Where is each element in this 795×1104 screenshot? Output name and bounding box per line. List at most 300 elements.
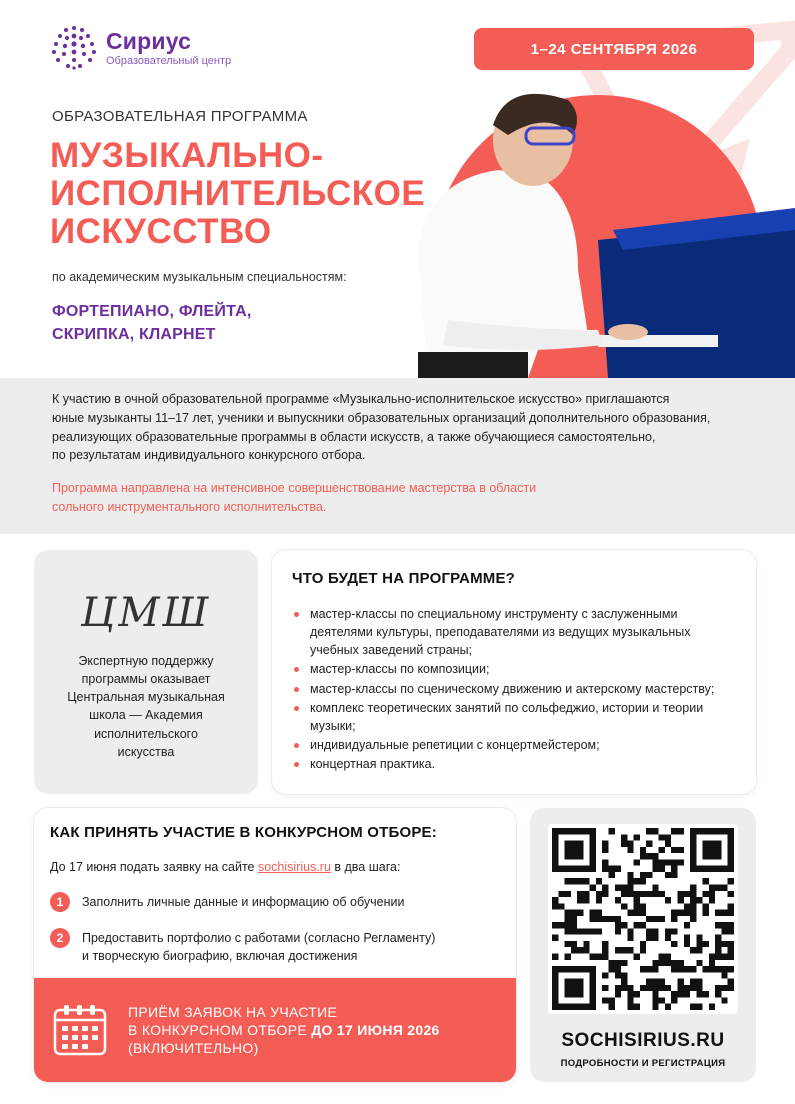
- step-text: [82, 892, 404, 911]
- qr-module: [571, 941, 577, 947]
- deadline-banner: [34, 978, 516, 1082]
- qr-module: [684, 935, 690, 941]
- qr-module: [646, 985, 652, 991]
- qr-module: [665, 897, 671, 903]
- qr-module: [565, 847, 571, 853]
- qr-module: [552, 897, 558, 903]
- qr-module: [678, 960, 684, 966]
- qr-module: [646, 979, 652, 985]
- qr-module: [721, 922, 727, 928]
- cmsh-line: Центральная музыкальная: [67, 690, 225, 705]
- intro-line: по результатам индивидуального конкурсного отбора.: [52, 448, 366, 463]
- qr-module: [627, 878, 633, 884]
- qr-module: [684, 941, 690, 947]
- qr-module: [652, 935, 658, 941]
- qr-module: [640, 922, 646, 928]
- qr-module: [709, 841, 715, 847]
- cmsh-line: Экспертную поддержку: [78, 654, 214, 668]
- qr-module: [596, 910, 602, 916]
- qr-module: [627, 891, 633, 897]
- deadline-date: ДО 17 ИЮНЯ 2026: [311, 1021, 440, 1038]
- qr-module: [608, 866, 614, 872]
- qr-module: [715, 910, 721, 916]
- intro-section: [0, 378, 795, 534]
- qr-module: [646, 872, 652, 878]
- qr-module: [627, 928, 633, 934]
- qr-module: [715, 954, 721, 960]
- qr-module: [640, 872, 646, 878]
- qr-module: [690, 841, 696, 847]
- qr-module: [577, 878, 583, 884]
- qr-module: [690, 910, 696, 916]
- qr-module: [728, 878, 734, 884]
- list-item: комплекс теоретических занятий по сольфеджио, истории и теории музыки;: [292, 699, 736, 735]
- qr-module: [696, 935, 702, 941]
- qr-module: [565, 828, 571, 834]
- qr-module: [558, 866, 564, 872]
- qr-module: [602, 985, 608, 991]
- qr-module: [627, 847, 633, 853]
- qr-module: [558, 922, 564, 928]
- qr-module: [571, 853, 577, 859]
- qr-module: [634, 903, 640, 909]
- qr-module: [621, 972, 627, 978]
- brand-subtitle: Образовательный центр: [106, 54, 232, 67]
- qr-module: [728, 979, 734, 985]
- qr-module: [659, 954, 665, 960]
- qr-module: [728, 941, 734, 947]
- qr-module: [565, 979, 571, 985]
- participation-card: [34, 808, 516, 1082]
- qr-module: [671, 847, 677, 853]
- qr-module: [552, 903, 558, 909]
- qr-module: [696, 897, 702, 903]
- intro-line: юные музыканты 11–17 лет, ученики и выпускники образовательных организаций дополнительного образования,: [52, 410, 711, 425]
- qr-module: [728, 853, 734, 859]
- qr-module: [728, 847, 734, 853]
- qr-module: [715, 884, 721, 890]
- qr-module: [709, 847, 715, 853]
- qr-module: [671, 966, 677, 972]
- sirius-dots-icon: [50, 24, 98, 72]
- qr-module: [627, 985, 633, 991]
- qr-module: [696, 1004, 702, 1010]
- qr-module: [602, 972, 608, 978]
- qr-module: [577, 866, 583, 872]
- qr-module: [577, 841, 583, 847]
- qr-module: [634, 954, 640, 960]
- qr-module: [571, 847, 577, 853]
- qr-module: [571, 1004, 577, 1010]
- qr-module: [690, 891, 696, 897]
- qr-module: [602, 916, 608, 922]
- list-item: концертная практика.: [292, 755, 736, 773]
- qr-module: [640, 903, 646, 909]
- qr-module: [715, 966, 721, 972]
- qr-module: [608, 1004, 614, 1010]
- qr-module: [571, 947, 577, 953]
- qr-module: [552, 972, 558, 978]
- cmsh-line: школа — Академия: [89, 708, 203, 723]
- qr-module: [596, 954, 602, 960]
- intro-before: До 17 июня подать заявку на сайте: [50, 860, 258, 874]
- intro-accent-text: [52, 479, 755, 517]
- list-item: мастер-классы по специальному инструменту с заслуженными деятелями культуры, преподавателями из ведущих музыкальных учебных заведений страны;: [292, 605, 736, 659]
- qr-module: [583, 891, 589, 897]
- qr-module: [721, 997, 727, 1003]
- qr-module: [602, 941, 608, 947]
- qr-module: [615, 966, 621, 972]
- qr-module: [659, 834, 665, 840]
- participation-heading: КАК ПРИНЯТЬ УЧАСТИЕ В КОНКУРСНОМ ОТБОРЕ:: [50, 824, 437, 841]
- qr-module: [690, 866, 696, 872]
- qr-module: [627, 991, 633, 997]
- qr-module: [608, 960, 614, 966]
- qr-module: [671, 910, 677, 916]
- qr-module: [652, 960, 658, 966]
- qr-module: [709, 1004, 715, 1010]
- qr-module: [590, 859, 596, 865]
- qr-module: [634, 1004, 640, 1010]
- qr-module: [577, 966, 583, 972]
- qr-module: [596, 878, 602, 884]
- participation-intro: [50, 860, 400, 874]
- qr-module: [721, 884, 727, 890]
- qr-module: [552, 979, 558, 985]
- qr-module: [621, 985, 627, 991]
- qr-module: [640, 985, 646, 991]
- qr-module: [690, 1004, 696, 1010]
- qr-module: [684, 922, 690, 928]
- qr-module: [552, 985, 558, 991]
- qr-module: [615, 884, 621, 890]
- qr-module: [715, 866, 721, 872]
- intro-line: реализующих образовательные программы в области искусств, а также обучающиеся самостоятельно,: [52, 429, 656, 444]
- qr-module: [652, 866, 658, 872]
- qr-module: [728, 859, 734, 865]
- qr-module: [678, 897, 684, 903]
- qr-card: [530, 808, 756, 1082]
- qr-module: [565, 922, 571, 928]
- qr-module: [696, 941, 702, 947]
- qr-module: [690, 916, 696, 922]
- qr-module: [571, 841, 577, 847]
- qr-site[interactable]: SOCHISIRIUS.RU: [561, 1030, 725, 1051]
- qr-module: [565, 1004, 571, 1010]
- qr-module: [640, 847, 646, 853]
- qr-module: [703, 891, 709, 897]
- qr-module: [615, 866, 621, 872]
- qr-module: [577, 897, 583, 903]
- qr-module: [659, 985, 665, 991]
- qr-module: [690, 979, 696, 985]
- qr-module: [627, 872, 633, 878]
- qr-module: [652, 997, 658, 1003]
- qr-module: [690, 884, 696, 890]
- qr-module: [571, 878, 577, 884]
- cmsh-line: исполнительского: [94, 726, 198, 741]
- qr-module: [678, 910, 684, 916]
- qr-module: [715, 841, 721, 847]
- qr-module: [558, 828, 564, 834]
- qr-module: [571, 985, 577, 991]
- qr-module: [577, 979, 583, 985]
- qr-module: [558, 1004, 564, 1010]
- qr-module: [684, 910, 690, 916]
- qr-module: [640, 853, 646, 859]
- qr-module: [709, 954, 715, 960]
- qr-module: [646, 891, 652, 897]
- date-badge: 1–24 СЕНТЯБРЯ 2026: [474, 28, 754, 70]
- qr-module: [652, 916, 658, 922]
- qr-module: [728, 966, 734, 972]
- qr-module: [621, 891, 627, 897]
- qr-module: [646, 853, 652, 859]
- qr-module: [565, 866, 571, 872]
- qr-module: [590, 884, 596, 890]
- qr-module: [627, 841, 633, 847]
- qr-module: [558, 903, 564, 909]
- qr-module: [577, 910, 583, 916]
- qr-module: [671, 872, 677, 878]
- qr-module: [715, 828, 721, 834]
- instruments-line: СКРИПКА, КЛАРНЕТ: [52, 326, 216, 344]
- qr-module: [627, 997, 633, 1003]
- qr-module: [583, 947, 589, 953]
- qr-module: [652, 991, 658, 997]
- qr-module: [652, 966, 658, 972]
- qr-module: [602, 954, 608, 960]
- qr-module: [721, 866, 727, 872]
- qr-module: [608, 966, 614, 972]
- qr-module: [608, 916, 614, 922]
- qr-module: [590, 841, 596, 847]
- qr-module: [703, 878, 709, 884]
- brand-name: Сириус: [106, 28, 192, 55]
- qr-module: [703, 866, 709, 872]
- qr-module: [671, 916, 677, 922]
- qr-module: [728, 947, 734, 953]
- qr-module: [665, 859, 671, 865]
- qr-module: [678, 991, 684, 997]
- step-line: Предоставить портфолио с работами (согласно Регламенту): [82, 931, 436, 945]
- qr-module: [690, 985, 696, 991]
- qr-module: [615, 960, 621, 966]
- intro-line: К участию в очной образовательной программе «Музыкально-исполнительское искусство» приглашаются: [52, 392, 670, 406]
- qr-module: [665, 872, 671, 878]
- qr-module: [590, 991, 596, 997]
- qr-module: [615, 985, 621, 991]
- qr-module: [565, 841, 571, 847]
- qr-module: [728, 834, 734, 840]
- qr-module: [715, 935, 721, 941]
- qr-module: [703, 910, 709, 916]
- qr-module: [627, 910, 633, 916]
- qr-module: [678, 859, 684, 865]
- qr-module: [583, 828, 589, 834]
- qr-module: [571, 928, 577, 934]
- qr-module: [646, 935, 652, 941]
- qr-module: [665, 928, 671, 934]
- qr-module: [640, 878, 646, 884]
- qr-module: [590, 910, 596, 916]
- qr-module: [696, 985, 702, 991]
- qr-code-icon: [552, 828, 734, 1010]
- qr-module: [552, 866, 558, 872]
- banner-line: (ВКЛЮЧИТЕЛЬНО): [128, 1040, 259, 1057]
- qr-module: [690, 847, 696, 853]
- qr-module: [596, 897, 602, 903]
- qr-module: [721, 985, 727, 991]
- qr-module: [665, 935, 671, 941]
- qr-module: [615, 916, 621, 922]
- qr-module: [602, 859, 608, 865]
- qr-module: [590, 916, 596, 922]
- qr-module: [728, 891, 734, 897]
- qr-module: [665, 985, 671, 991]
- qr-module: [583, 928, 589, 934]
- qr-module: [715, 922, 721, 928]
- qr-module: [703, 903, 709, 909]
- qr-module: [659, 859, 665, 865]
- qr-module: [690, 853, 696, 859]
- qr-module: [652, 1004, 658, 1010]
- qr-module: [558, 891, 564, 897]
- qr-module: [590, 866, 596, 872]
- qr-module: [703, 853, 709, 859]
- qr-module: [634, 859, 640, 865]
- qr-module: [728, 985, 734, 991]
- qr-module: [590, 966, 596, 972]
- qr-module: [652, 928, 658, 934]
- qr-module: [640, 941, 646, 947]
- qr-module: [640, 910, 646, 916]
- qr-module: [684, 966, 690, 972]
- qr-module: [615, 897, 621, 903]
- qr-module: [728, 910, 734, 916]
- qr-module: [577, 928, 583, 934]
- qr-module: [634, 991, 640, 997]
- qr-module: [715, 985, 721, 991]
- qr-module: [577, 853, 583, 859]
- qr-module: [596, 916, 602, 922]
- qr-module: [715, 853, 721, 859]
- qr-module: [590, 997, 596, 1003]
- qr-module: [640, 891, 646, 897]
- qr-module: [621, 841, 627, 847]
- qr-module: [634, 834, 640, 840]
- banner-line-pre: В КОНКУРСНОМ ОТБОРЕ: [128, 1021, 312, 1038]
- qr-module: [627, 935, 633, 941]
- qr-module: [627, 947, 633, 953]
- site-link[interactable]: sochisirius.ru: [257, 860, 331, 874]
- qr-module: [652, 859, 658, 865]
- qr-module: [659, 891, 665, 897]
- qr-module: [671, 991, 677, 997]
- intro-after: в два шага:: [330, 860, 401, 874]
- qr-module: [552, 935, 558, 941]
- qr-module: [552, 1004, 558, 1010]
- qr-module: [552, 991, 558, 997]
- qr-module: [615, 922, 621, 928]
- qr-module: [552, 954, 558, 960]
- qr-module: [565, 916, 571, 922]
- qr-module: [552, 853, 558, 859]
- qr-module: [646, 828, 652, 834]
- qr-module: [640, 966, 646, 972]
- calendar-icon: [52, 1002, 108, 1058]
- qr-module: [583, 866, 589, 872]
- qr-module: [703, 841, 709, 847]
- qr-module: [715, 847, 721, 853]
- qr-module: [590, 979, 596, 985]
- qr-module: [671, 997, 677, 1003]
- qr-module: [715, 941, 721, 947]
- qr-module: [678, 966, 684, 972]
- qr-module: [552, 841, 558, 847]
- qr-module: [552, 828, 558, 834]
- qr-module: [552, 922, 558, 928]
- qr-module: [621, 979, 627, 985]
- qr-module: [634, 897, 640, 903]
- title-line: МУЗЫКАЛЬНО-: [50, 136, 324, 175]
- qr-module: [728, 954, 734, 960]
- qr-module: [640, 947, 646, 953]
- instruments-list: [52, 300, 251, 346]
- qr-module: [552, 834, 558, 840]
- qr-module: [621, 947, 627, 953]
- qr-module: [577, 1004, 583, 1010]
- qr-module: [721, 928, 727, 934]
- qr-module: [608, 872, 614, 878]
- program-title: [50, 138, 425, 252]
- qr-module: [709, 891, 715, 897]
- step-number: 1: [50, 892, 70, 912]
- qr-code[interactable]: [548, 824, 738, 1014]
- qr-module: [684, 903, 690, 909]
- qr-module: [590, 834, 596, 840]
- qr-module: [678, 979, 684, 985]
- qr-module: [709, 966, 715, 972]
- qr-module: [565, 941, 571, 947]
- qr-module: [709, 828, 715, 834]
- qr-module: [608, 828, 614, 834]
- cmsh-description: [56, 652, 236, 761]
- qr-module: [728, 928, 734, 934]
- qr-module: [652, 985, 658, 991]
- qr-module: [571, 910, 577, 916]
- qr-module: [709, 960, 715, 966]
- qr-module: [590, 853, 596, 859]
- qr-module: [583, 1004, 589, 1010]
- qr-module: [552, 847, 558, 853]
- qr-module: [728, 841, 734, 847]
- cmsh-line: искусства: [117, 744, 175, 759]
- qr-module: [721, 941, 727, 947]
- qr-module: [728, 828, 734, 834]
- qr-module: [552, 997, 558, 1003]
- qr-module: [678, 891, 684, 897]
- qr-module: [678, 985, 684, 991]
- qr-module: [696, 947, 702, 953]
- qr-module: [596, 891, 602, 897]
- qr-module: [703, 847, 709, 853]
- program-subtitle: по академическим музыкальным специальностям:: [52, 270, 347, 284]
- qr-module: [690, 859, 696, 865]
- accent-line: сольного инструментального исполнительства.: [52, 499, 327, 514]
- qr-module: [721, 828, 727, 834]
- qr-module: [583, 941, 589, 947]
